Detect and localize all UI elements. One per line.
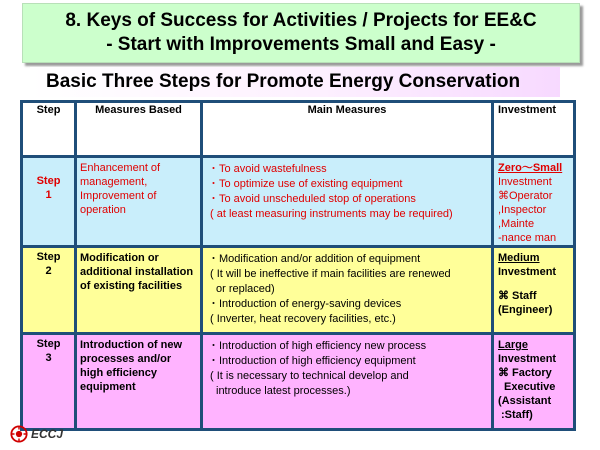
investment-line: Investment [498, 266, 557, 278]
investment-line: Investment [498, 353, 557, 365]
title-box [22, 3, 580, 63]
main-measures-cell [202, 247, 493, 334]
step-cell [22, 247, 76, 334]
investment-level: Zero～Small [498, 162, 563, 174]
main-measure-line: ( It is necessary to technical develop and [210, 370, 409, 382]
main-measure-line: ・Introduction of energy-saving devices [208, 298, 402, 310]
investment-level: Medium [498, 252, 540, 264]
step-cell [22, 334, 76, 430]
step-number: 3 [45, 352, 52, 364]
table-row [22, 334, 575, 430]
investment-line: Executive [504, 381, 556, 393]
investment-line: -nance man [498, 232, 557, 244]
investment-line: (Engineer) [498, 304, 553, 316]
measures-based-cell: Modification or additional installation of existing facilities [76, 247, 202, 334]
investment-line: :Staff) [501, 409, 533, 421]
header-investment: Investment [493, 102, 575, 157]
eccj-logo [10, 425, 63, 443]
main-measure-line: ・Modification and/or addition of equipment [208, 253, 421, 265]
main-measures-cell [202, 334, 493, 430]
main-measure-line: ( It will be ineffective if main facilities are renewed [210, 268, 451, 280]
main-measures-cell [202, 157, 493, 247]
main-measure-line: ・Introduction of high efficiency new process [208, 340, 427, 352]
step-word: Step [36, 175, 61, 187]
step-number: 1 [45, 189, 52, 201]
investment-line: (Assistant [498, 395, 552, 407]
main-measure-line: ( at least measuring instruments may be required) [210, 208, 453, 220]
table-header-row [22, 102, 575, 157]
eccj-logo-icon [10, 425, 28, 443]
investment-line [498, 279, 571, 289]
subtitle: Basic Three Steps for Promote Energy Conservation [30, 67, 560, 97]
step-word: Step [36, 251, 61, 263]
investment-line: ⌘ Factory [498, 367, 552, 379]
header-measures-based: Measures Based [76, 102, 202, 157]
investment-line: ,Mainte [498, 218, 535, 230]
title-line-1: 8. Keys of Success for Activities / Projects for EE&C [65, 10, 537, 31]
steps-table [20, 100, 576, 431]
main-measure-line: introduce latest processes.) [216, 385, 351, 397]
table-row [22, 247, 575, 334]
main-measure-line: ・Introduction of high efficiency equipment [208, 355, 416, 367]
eccj-logo-text: ECCJ [31, 427, 64, 441]
main-measure-line: or replaced) [216, 283, 275, 295]
step-word: Step [36, 338, 61, 350]
title-line-2: - Start with Improvements Small and Easy - [106, 34, 496, 55]
investment-level: Large [498, 339, 528, 351]
main-measure-line: ・To optimize use of existing equipment [208, 178, 403, 190]
investment-cell [493, 334, 575, 430]
main-measure-line: ・To avoid unscheduled stop of operations [208, 193, 416, 205]
investment-line: ⌘Operator [498, 190, 553, 202]
investment-line: Investment [498, 176, 552, 188]
measures-based-cell: Enhancement of management, Improvement of operation [76, 157, 202, 247]
main-measure-line: ・To avoid wastefulness [208, 163, 327, 175]
main-measure-line: ( Inverter, heat recovery facilities, etc.) [210, 313, 396, 325]
investment-cell [493, 247, 575, 334]
measures-based-cell: Introduction of new processes and/or high efficiency equipment [76, 334, 202, 430]
investment-cell [493, 157, 575, 247]
step-number: 2 [45, 265, 52, 277]
investment-line: ,Inspector [498, 204, 547, 216]
header-main-measures: Main Measures [202, 102, 493, 157]
header-step: Step [22, 102, 76, 157]
step-cell [22, 157, 76, 247]
investment-line: ⌘ Staff [498, 290, 537, 302]
table-row [22, 157, 575, 247]
